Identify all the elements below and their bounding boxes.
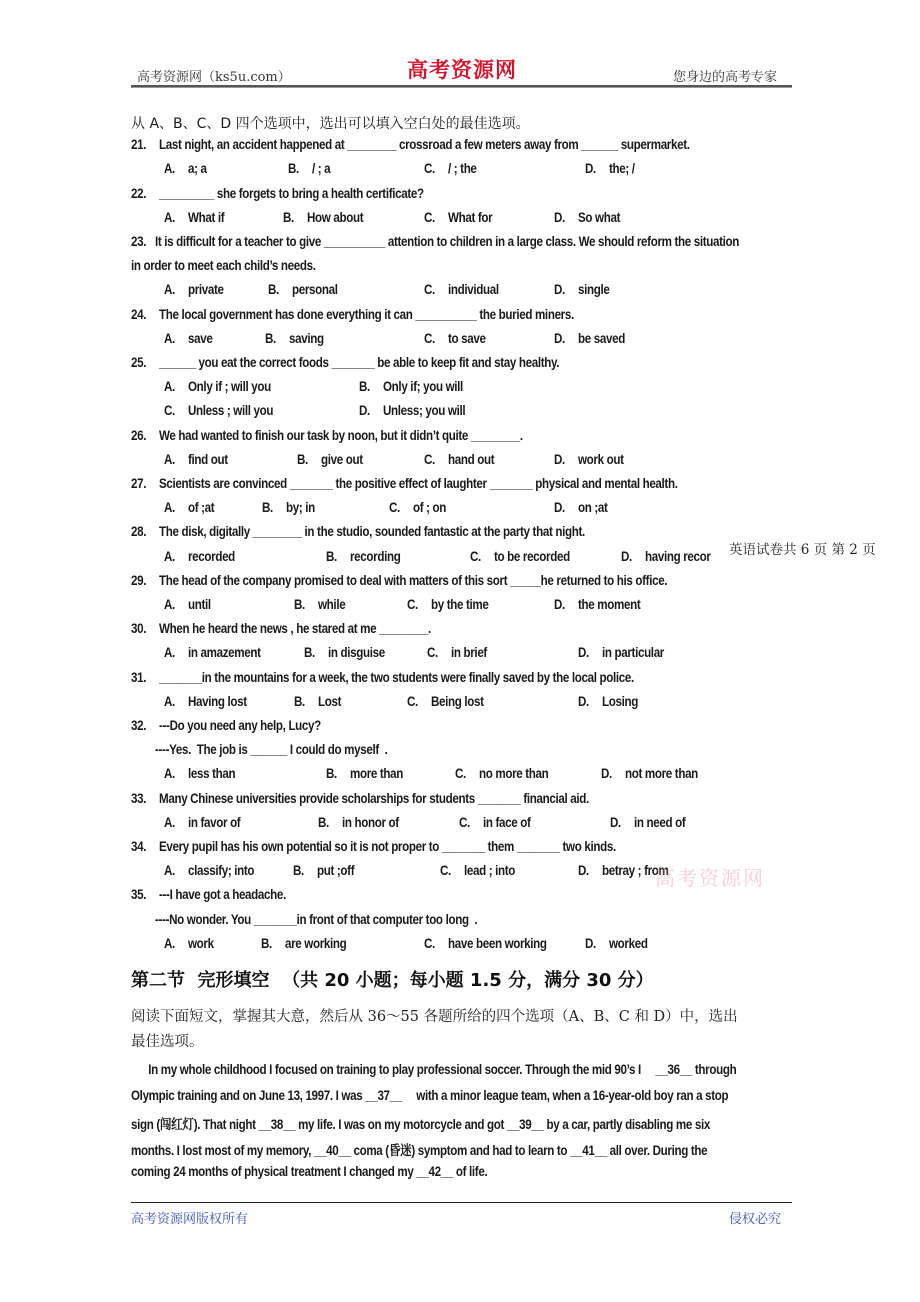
option-label: A. (164, 209, 175, 225)
option-label: D. (554, 500, 565, 516)
option-label: B. (261, 935, 272, 951)
option-text: of ;at (188, 500, 215, 516)
option-label: C. (164, 403, 175, 419)
option-label: B. (262, 500, 273, 516)
option-label: D. (554, 209, 565, 225)
page-counter: 英语试卷共 6 页 第 2 页 (729, 542, 876, 558)
question-stem: The disk, digitally ________ in the studio, sounded fantastic at the party that night. (159, 524, 585, 540)
option-label: B. (326, 766, 337, 782)
option-text: give out (321, 451, 363, 467)
option-text: in face of (483, 814, 531, 830)
option-label: C. (455, 766, 466, 782)
option-text: in disguise (328, 645, 385, 661)
option-text: to save (448, 330, 486, 346)
option-label: D. (621, 548, 632, 564)
option-label: C. (424, 282, 435, 298)
question-stem: When he heard the news , he stared at me ________. (159, 621, 431, 637)
question-stem: It is difficult for a teacher to give __________ attention to children in a large class. We should reform the situation (155, 234, 740, 249)
option-label: D. (585, 935, 596, 951)
option-label: D. (578, 645, 589, 661)
option-text: find out (188, 451, 228, 467)
option-label: D. (601, 766, 612, 782)
option-label: A. (164, 548, 175, 564)
option-text: betray ; from (602, 863, 669, 879)
option-label: A. (164, 814, 175, 830)
option-text: hand out (448, 451, 495, 467)
option-label: D. (554, 282, 565, 298)
question-number: 22. (131, 185, 147, 201)
footer-rights: 侵权必究 (729, 1212, 782, 1227)
option-text: Having lost (188, 693, 247, 709)
option-text: work (188, 935, 214, 951)
option-label: A. (164, 330, 175, 346)
option-text: less than (188, 766, 236, 782)
passage-line: coming 24 months of physical treatment I changed my __42__ of life. (131, 1164, 488, 1179)
option-label: B. (359, 379, 370, 395)
option-text: in amazement (188, 645, 261, 661)
option-label: B. (265, 330, 276, 346)
option-text: to be recorded (494, 548, 570, 564)
option-label: A. (164, 161, 175, 177)
option-label: D. (554, 451, 565, 467)
question-stem: ---Do you need any help, Lucy? (159, 718, 321, 733)
question-stem: _______in the mountains for a week, the two students were finally saved by the local police. (159, 669, 634, 685)
question-number: 32. (131, 718, 147, 733)
option-text: / ; a (312, 161, 331, 177)
option-label: C. (424, 935, 435, 951)
option-label: B. (268, 282, 279, 298)
option-text: in honor of (342, 814, 399, 830)
option-text: recorded (188, 548, 235, 564)
option-text: How about (307, 209, 364, 225)
option-text: What for (448, 209, 493, 225)
option-text: in brief (451, 645, 487, 661)
question-stem: The local government has done everything it can __________ the buried miners. (159, 306, 574, 322)
passage-line: months. I lost most of my memory, __40__ coma (昏迷) symptom and had to learn to __41__ all over. During the (131, 1142, 708, 1158)
question-number: 35. (131, 887, 147, 903)
question-number: 34. (131, 839, 147, 854)
option-text: Only if; you will (383, 379, 463, 395)
option-label: A. (164, 379, 175, 395)
option-text: put ;off (317, 863, 355, 879)
option-label: B. (326, 548, 337, 564)
option-text: no more than (479, 766, 549, 782)
option-text: So what (578, 209, 621, 225)
question-number: 26. (131, 427, 147, 443)
option-label: D. (554, 597, 565, 612)
option-label: A. (164, 500, 175, 516)
question-stem: Every pupil has his own potential so it is not proper to _______ them _______ two kinds. (159, 839, 616, 854)
question-stem: Many Chinese universities provide scholarships for students _______ financial aid. (159, 790, 589, 806)
option-text: the; / (609, 161, 635, 177)
footer-divider (131, 1202, 792, 1203)
option-text: personal (292, 282, 338, 298)
passage-line: In my whole childhood I focused on training to play professional soccer. Through the mid 90’s I __36__ through (131, 1062, 737, 1077)
option-label: C. (440, 863, 451, 879)
header-site-name: 高考资源网（ks5u.com） (137, 70, 291, 85)
option-text: not more than (625, 766, 698, 782)
section-title: 第二节 完形填空 （共 20 小题；每小题 1.5 分，满分 30 分） (131, 970, 654, 991)
option-label: C. (459, 814, 470, 830)
header-logo: 高考资源网 (407, 57, 517, 82)
option-text: by; in (286, 500, 315, 516)
option-label: B. (294, 693, 305, 709)
option-text: Only if ; will you (188, 379, 271, 395)
option-label: C. (427, 645, 438, 661)
option-label: D. (585, 161, 596, 177)
option-text: recording (350, 548, 401, 564)
option-text: single (578, 282, 610, 298)
option-label: A. (164, 935, 175, 951)
option-text: of ; on (413, 500, 447, 516)
passage-line: Olympic training and on June 13, 1997. I was __37__ with a minor league team, when a 16-year-old boy ran a stop (131, 1087, 729, 1103)
option-text: be saved (578, 330, 625, 346)
question-number: 31. (131, 669, 147, 685)
option-label: C. (407, 597, 418, 612)
option-text: Lost (318, 693, 342, 709)
option-label: C. (389, 500, 400, 516)
option-text: private (188, 282, 224, 298)
option-label: B. (293, 863, 304, 879)
option-text: Unless; you will (383, 403, 466, 419)
watermark: 高考资源网 (655, 866, 765, 890)
footer-copyright: 高考资源网版权所有 (131, 1212, 249, 1227)
option-label: D. (359, 403, 370, 419)
option-label: B. (304, 645, 315, 661)
option-text: while (318, 597, 346, 612)
option-text: work out (578, 451, 624, 467)
option-label: A. (164, 693, 175, 709)
question-stem: We had wanted to finish our task by noon, but it didn’t quite ________. (159, 427, 523, 443)
question-stem: in order to meet each child’s needs. (131, 258, 316, 274)
option-text: individual (448, 282, 499, 298)
option-text: more than (350, 766, 404, 782)
option-text: are working (285, 935, 347, 951)
option-text: worked (609, 935, 648, 951)
header-slogan: 您身边的高考专家 (673, 70, 778, 85)
option-text: until (188, 597, 211, 612)
option-text: lead ; into (464, 863, 516, 879)
option-label: A. (164, 282, 175, 298)
option-text: Being lost (431, 693, 484, 709)
option-text: a; a (188, 161, 207, 177)
option-text: Losing (602, 693, 638, 709)
option-label: A. (164, 451, 175, 467)
question-stem: The head of the company promised to deal with matters of this sort _____he returned to his office. (159, 572, 668, 588)
option-label: B. (294, 597, 305, 612)
section-instruction: 从 A、B、C、D 四个选项中，选出可以填入空白处的最佳选项。 (131, 116, 530, 132)
option-label: A. (164, 597, 175, 612)
option-text: saving (289, 330, 324, 346)
question-number: 21. (131, 137, 147, 153)
option-label: A. (164, 863, 175, 879)
question-stem: ---I have got a headache. (159, 887, 286, 903)
option-text: classify; into (188, 863, 255, 879)
option-text: / ; the (448, 161, 477, 177)
option-label: C. (424, 209, 435, 225)
option-text: Unless ; will you (188, 403, 274, 419)
section-instruction-line-2: 最佳选项。 (131, 1034, 204, 1050)
header-divider (131, 85, 792, 88)
question-number: 30. (131, 621, 147, 637)
question-stem: ----No wonder. You _______in front of that computer too long . (155, 911, 478, 927)
option-text: the moment (578, 597, 641, 612)
option-label: C. (470, 548, 481, 564)
question-number: 24. (131, 306, 147, 322)
option-text: save (188, 330, 213, 346)
option-label: D. (554, 330, 565, 346)
question-number: 29. (131, 572, 147, 588)
option-text: having recor (645, 548, 711, 564)
option-label: A. (164, 766, 175, 782)
option-label: C. (407, 693, 418, 709)
question-stem: ______ you eat the correct foods _______ be able to keep fit and stay healthy. (159, 355, 560, 370)
question-stem: _________ she forgets to bring a health certificate? (159, 185, 424, 201)
option-label: A. (164, 645, 175, 661)
option-text: have been working (448, 935, 547, 951)
question-number: 28. (131, 524, 147, 540)
option-label: D. (610, 814, 621, 830)
option-label: B. (288, 161, 299, 177)
option-text: What if (188, 209, 225, 225)
option-label: B. (318, 814, 329, 830)
question-number: 33. (131, 790, 147, 806)
option-label: D. (578, 863, 589, 879)
option-label: B. (283, 209, 294, 225)
option-text: in favor of (188, 814, 241, 830)
question-number: 27. (131, 476, 147, 491)
question-stem: Last night, an accident happened at ________ crossroad a few meters away from ______ supermarket. (159, 137, 690, 153)
option-label: D. (578, 693, 589, 709)
option-text: in need of (634, 814, 686, 830)
section-instruction-line-1: 阅读下面短文，掌握其大意，然后从 36～55 各题所给的四个选项（A、B、C 和 D）中，选出 (131, 1009, 738, 1025)
option-label: B. (297, 451, 308, 467)
question-number: 23. (131, 234, 147, 249)
question-stem: ----Yes. The job is ______ I could do myself . (155, 742, 388, 758)
option-text: by the time (431, 597, 489, 612)
option-text: in particular (602, 645, 664, 661)
option-label: C. (424, 330, 435, 346)
option-label: C. (424, 161, 435, 177)
question-number: 25. (131, 355, 147, 370)
option-text: on ;at (578, 500, 608, 516)
question-stem: Scientists are convinced _______ the positive effect of laughter _______ physical and mental health. (159, 476, 678, 491)
option-label: C. (424, 451, 435, 467)
passage-line: sign (闯红灯). That night __38__ my life. I was on my motorcycle and got __39__ by a car, partly disabling me six (131, 1117, 710, 1132)
